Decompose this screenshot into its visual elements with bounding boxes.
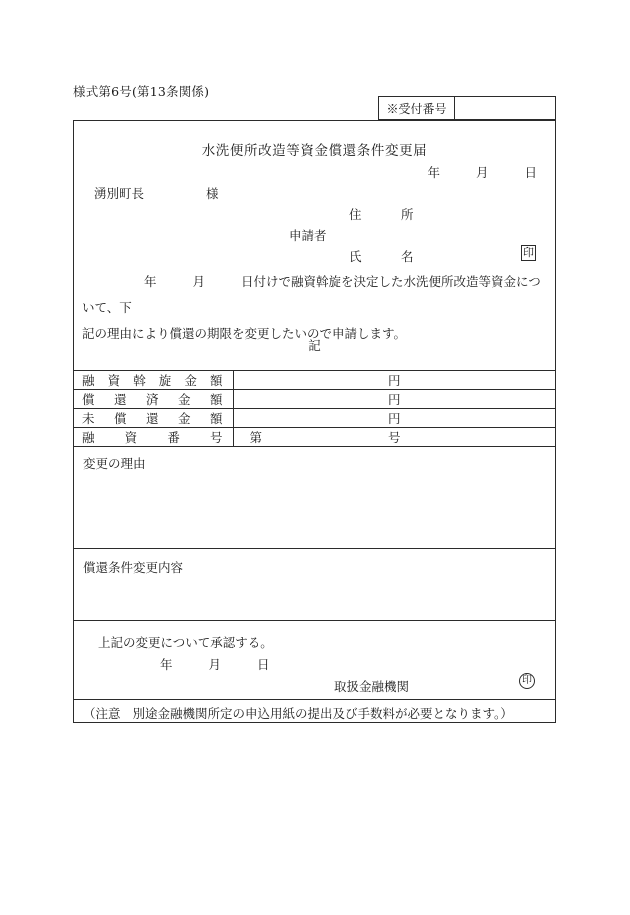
applicant-name-label: 氏 名: [349, 249, 415, 264]
approval-date-day: 日: [257, 657, 270, 672]
table-row: [74, 371, 555, 390]
body-date-year: 年: [144, 274, 157, 289]
row-label-unpaid-amount: 未 償 還 金 額: [74, 409, 233, 428]
applicant-block: [289, 205, 539, 268]
table-row: [74, 409, 555, 428]
body-line-2: 記の理由により償還の期限を変更したいので申請します。: [82, 326, 407, 341]
approval-date-month: 月: [208, 657, 222, 672]
receipt-number-label: ※受付番号: [379, 97, 455, 119]
form-frame: [73, 120, 556, 723]
addressee-name: 湧別町長: [94, 186, 145, 201]
addressee-line: [94, 184, 219, 202]
submission-date-year: 年: [427, 165, 440, 180]
row-value-repaid-amount[interactable]: [233, 390, 555, 409]
applicant-address-label: 住 所: [349, 207, 415, 222]
applicant-label-row: [289, 226, 539, 247]
approval-section: [74, 621, 555, 699]
approval-statement: 上記の変更について承認する。: [98, 635, 273, 650]
row-unit-unpaid-amount: 円: [387, 411, 401, 426]
change-reason-section[interactable]: [74, 445, 555, 549]
body-date-month: 月: [192, 274, 206, 289]
loan-details-table: [74, 370, 555, 447]
form-number-heading: 様式第6号(第13条関係): [73, 84, 210, 99]
note-section: [74, 699, 555, 723]
row-unit-repaid-amount: 円: [387, 392, 401, 407]
applicant-address-row: [289, 205, 539, 226]
row-value-loan-number[interactable]: [233, 428, 555, 447]
receipt-number-box: [378, 96, 556, 120]
change-reason-label: 変更の理由: [83, 456, 146, 471]
note-text: [83, 704, 513, 722]
row-unit-loan-number: 号: [387, 430, 401, 445]
bank-seal-icon: 印: [519, 673, 535, 689]
note-body: 別途金融機関所定の申込用紙の提出及び手数料が必要となります。）: [132, 706, 513, 721]
row-label-loan-number: 融 資 番 号: [74, 428, 233, 447]
row-label-repaid-amount: 償 還 済 金 額: [74, 390, 233, 409]
table-row: [74, 428, 555, 447]
row-value-unpaid-amount[interactable]: [233, 409, 555, 428]
page-title: 水洗便所改造等資金償還条件変更届: [201, 143, 428, 159]
note-prefix: （注意: [83, 706, 121, 721]
submission-date-day: 日: [524, 165, 537, 180]
seal-icon: 印: [523, 246, 534, 259]
body-line-1: 付けで融資斡旋を決定した水洗便所改造等資金について、下: [82, 274, 541, 315]
submission-date-line: [427, 163, 537, 181]
body-date-day: 日: [241, 274, 254, 289]
receipt-number-field[interactable]: [455, 97, 555, 119]
changed-terms-section[interactable]: [74, 549, 555, 621]
submission-date-month: 月: [475, 165, 489, 180]
approval-date-year: 年: [160, 657, 173, 672]
changed-terms-label: 償還条件変更内容: [83, 560, 184, 575]
table-row: [74, 390, 555, 409]
addressee-honorific: 様: [206, 186, 219, 201]
ki-marker: 記: [308, 338, 321, 353]
row-prefix-loan-number: 第: [249, 430, 263, 445]
row-value-loan-amount[interactable]: [233, 371, 555, 390]
row-unit-loan-amount: 円: [387, 373, 401, 388]
row-label-loan-amount: 融 資 斡 旋 金 額: [74, 371, 233, 390]
applicant-name-row: [289, 247, 539, 268]
bank-label: 取扱金融機関: [334, 679, 410, 694]
applicant-label: 申請者: [289, 228, 327, 243]
approval-date-line: [160, 655, 270, 673]
